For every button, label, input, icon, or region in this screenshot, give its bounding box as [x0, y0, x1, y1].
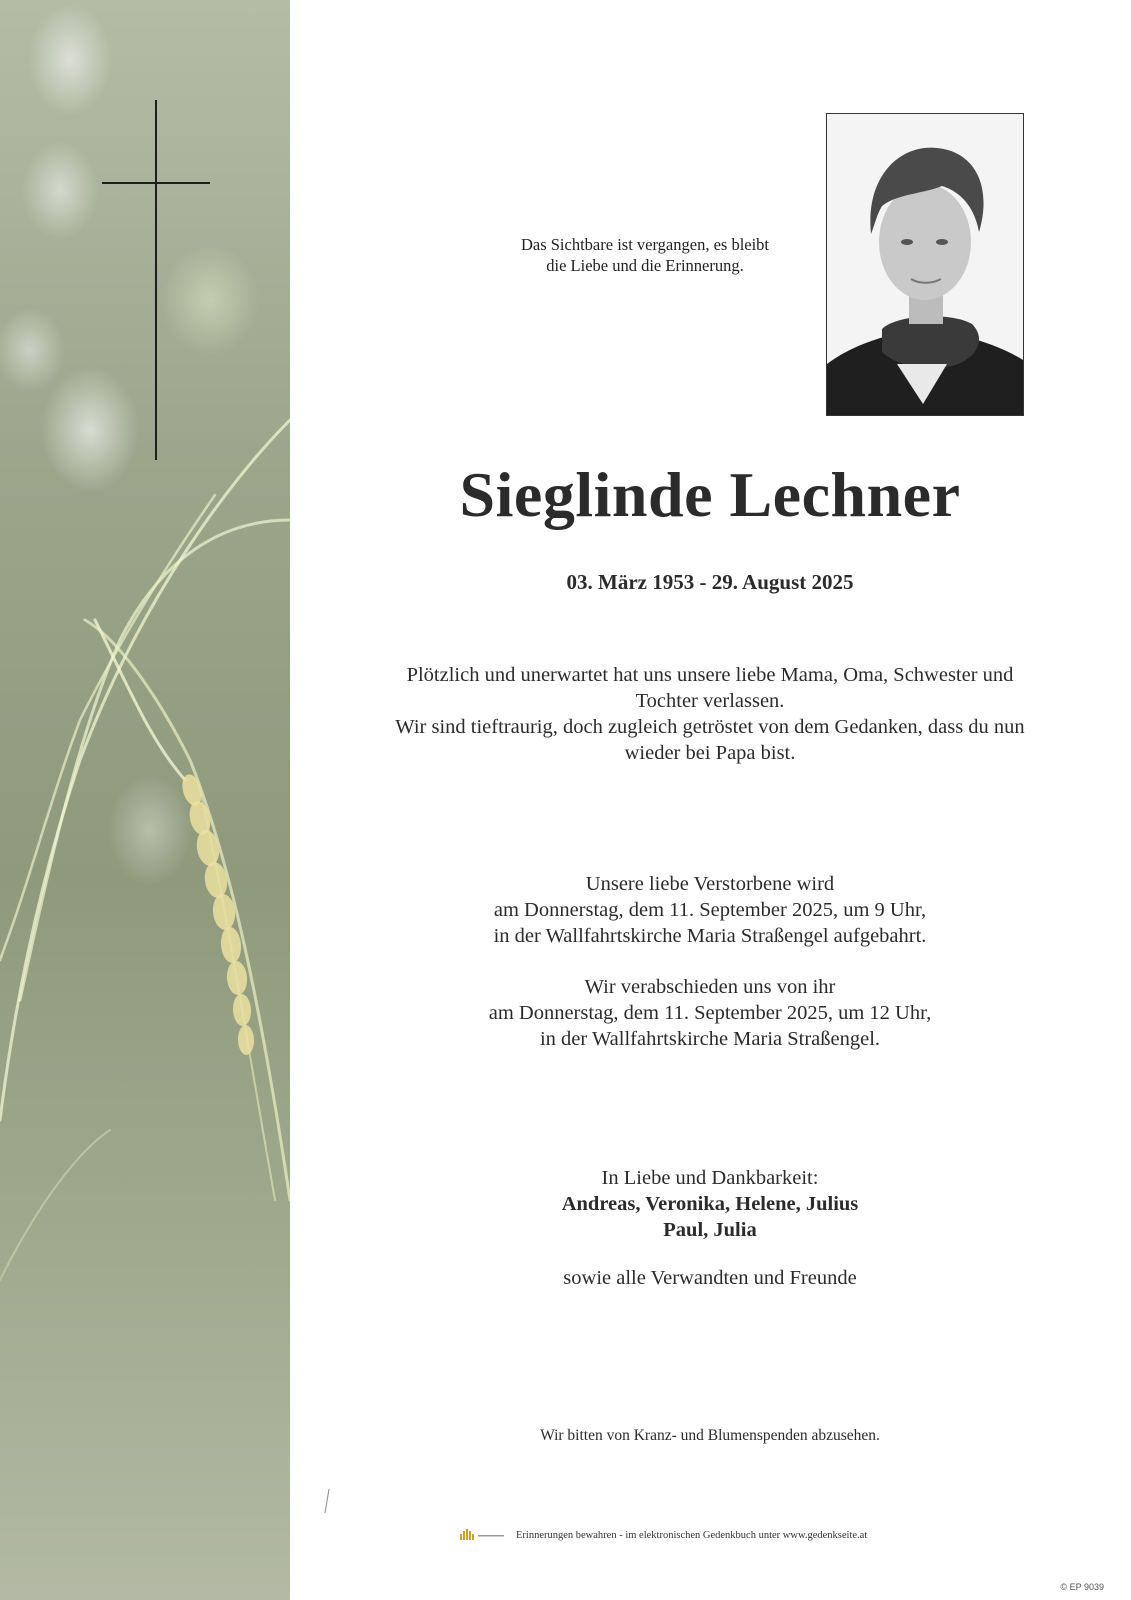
cross-symbol [102, 100, 210, 460]
portrait-photo-image [827, 114, 1023, 415]
announcement-message [330, 662, 1090, 766]
memorial-quote [460, 234, 830, 276]
laying-out-line: Unsere liebe Verstorbene wird [585, 873, 835, 895]
guestbook-logo-icon [460, 1528, 508, 1542]
message-line: wieder bei Papa bist. [624, 742, 796, 764]
stray-mark [322, 1487, 332, 1517]
message-line: Wir sind tieftraurig, doch zugleich getröstet von dem Gedanken, dass du nun [395, 716, 1025, 738]
message-line: Plötzlich und unerwartet hat uns unsere liebe Mama, Oma, Schwester und [406, 664, 1014, 686]
farewell-line: Wir verabschieden uns von ihr [584, 976, 836, 998]
laying-out-line: in der Wallfahrtskirche Maria Straßengel aufgebahrt. [493, 925, 927, 947]
signature-intro: In Liebe und Dankbarkeit: [601, 1167, 819, 1189]
cross-horizontal-bar [102, 182, 210, 184]
relatives-text: sowie alle Verwandten und Freunde [563, 1267, 857, 1289]
quote-line: die Liebe und die Erinnerung. [546, 256, 744, 275]
mourner-names: Andreas, Veronika, Helene, Julius [561, 1193, 859, 1215]
laying-out-details [330, 871, 1090, 949]
deceased-name: Sieglinde Lechner [459, 459, 961, 530]
cross-vertical-bar [155, 100, 157, 460]
mourners-signature [330, 1165, 1090, 1243]
flower-donation-request: Wir bitten von Kranz- und Blumenspenden abzusehen. [540, 1427, 880, 1444]
reference-code: © EP 9039 [1060, 1582, 1104, 1592]
farewell-details [330, 974, 1090, 1052]
farewell-line: am Donnerstag, dem 11. September 2025, um 12 Uhr, [488, 1002, 932, 1024]
farewell-line: in der Wallfahrtskirche Maria Straßengel. [539, 1028, 881, 1050]
message-line: Tochter verlassen. [635, 690, 785, 712]
mourner-names: Paul, Julia [663, 1219, 757, 1241]
laying-out-line: am Donnerstag, dem 11. September 2025, um 9 Uhr, [493, 899, 927, 921]
quote-line: Das Sichtbare ist vergangen, es bleibt [520, 235, 770, 254]
footer [460, 1528, 960, 1542]
portrait-photo [826, 113, 1024, 416]
guestbook-text: Erinnerungen bewahren - im elektronischen Gedenkbuch unter www.gedenkseite.at [516, 1529, 868, 1541]
relatives-line [330, 1265, 1090, 1291]
life-dates: 03. März 1953 - 29. August 2025 [566, 570, 854, 594]
